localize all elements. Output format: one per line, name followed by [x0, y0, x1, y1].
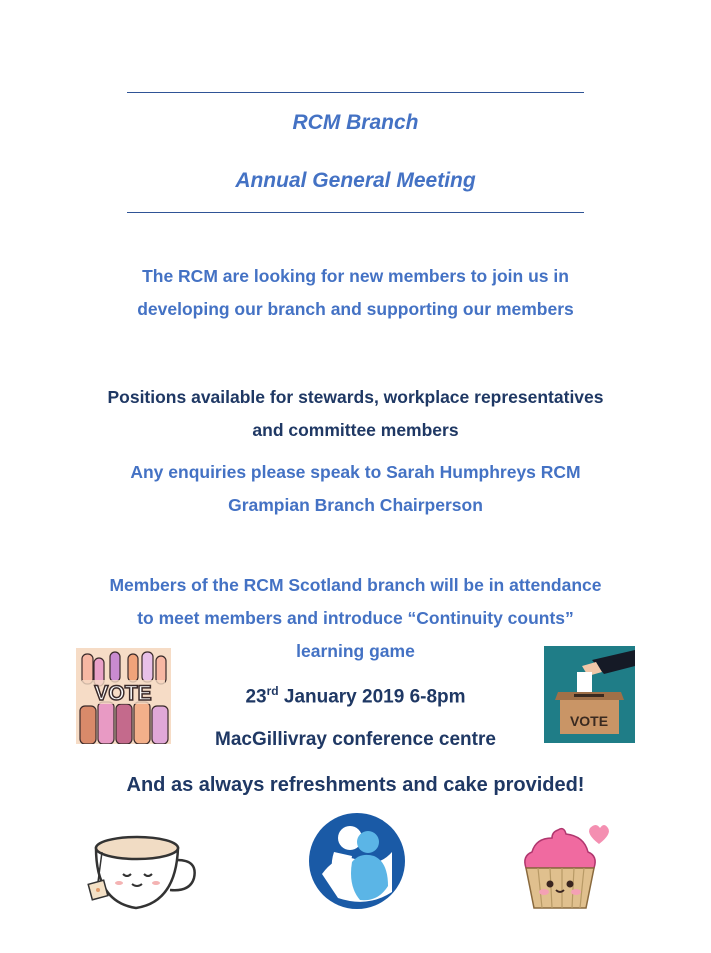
- event-day: 23: [245, 686, 267, 708]
- svg-text:VOTE: VOTE: [94, 682, 152, 705]
- cupcake-image: [518, 822, 613, 914]
- intro-line-1: The RCM are looking for new members to join us in: [142, 266, 569, 286]
- teacup-icon: [86, 832, 204, 914]
- positions-paragraph: [0, 381, 711, 447]
- page-title: RCM Branch: [292, 111, 419, 134]
- top-rule: [127, 92, 584, 93]
- intro-line-2: developing our branch and supporting our members: [137, 299, 574, 319]
- page-subtitle: Annual General Meeting: [235, 169, 476, 192]
- enquiries-paragraph: [0, 456, 711, 522]
- bottom-rule: [127, 212, 584, 213]
- positions-line-2: and committee members: [252, 420, 459, 440]
- intro-paragraph: [0, 260, 711, 326]
- attendance-line-1: Members of the RCM Scotland branch will be in attendance: [109, 575, 602, 595]
- mother-and-child-logo-icon: [308, 812, 406, 910]
- enquiries-line-1: Any enquiries please speak to Sarah Humphreys RCM: [130, 462, 581, 482]
- svg-text:VOTE: VOTE: [569, 713, 609, 729]
- teacup-image: [86, 832, 204, 914]
- refreshments-note: And as always refreshments and cake provided!: [126, 774, 585, 796]
- event-day-suffix: rd: [266, 684, 279, 698]
- attendance-line-2: to meet members and introduce “Continuity counts”: [137, 608, 574, 628]
- event-venue: MacGillivray conference centre: [215, 729, 496, 750]
- cupcake-icon: [518, 822, 613, 914]
- enquiries-line-2: Grampian Branch Chairperson: [228, 495, 483, 515]
- positions-line-1: Positions available for stewards, workplace representatives: [107, 387, 604, 407]
- attendance-line-3: learning game: [296, 641, 415, 661]
- event-date-rest: January 2019 6-8pm: [278, 686, 466, 708]
- event-date: [0, 684, 711, 708]
- rcm-logo: [308, 812, 406, 910]
